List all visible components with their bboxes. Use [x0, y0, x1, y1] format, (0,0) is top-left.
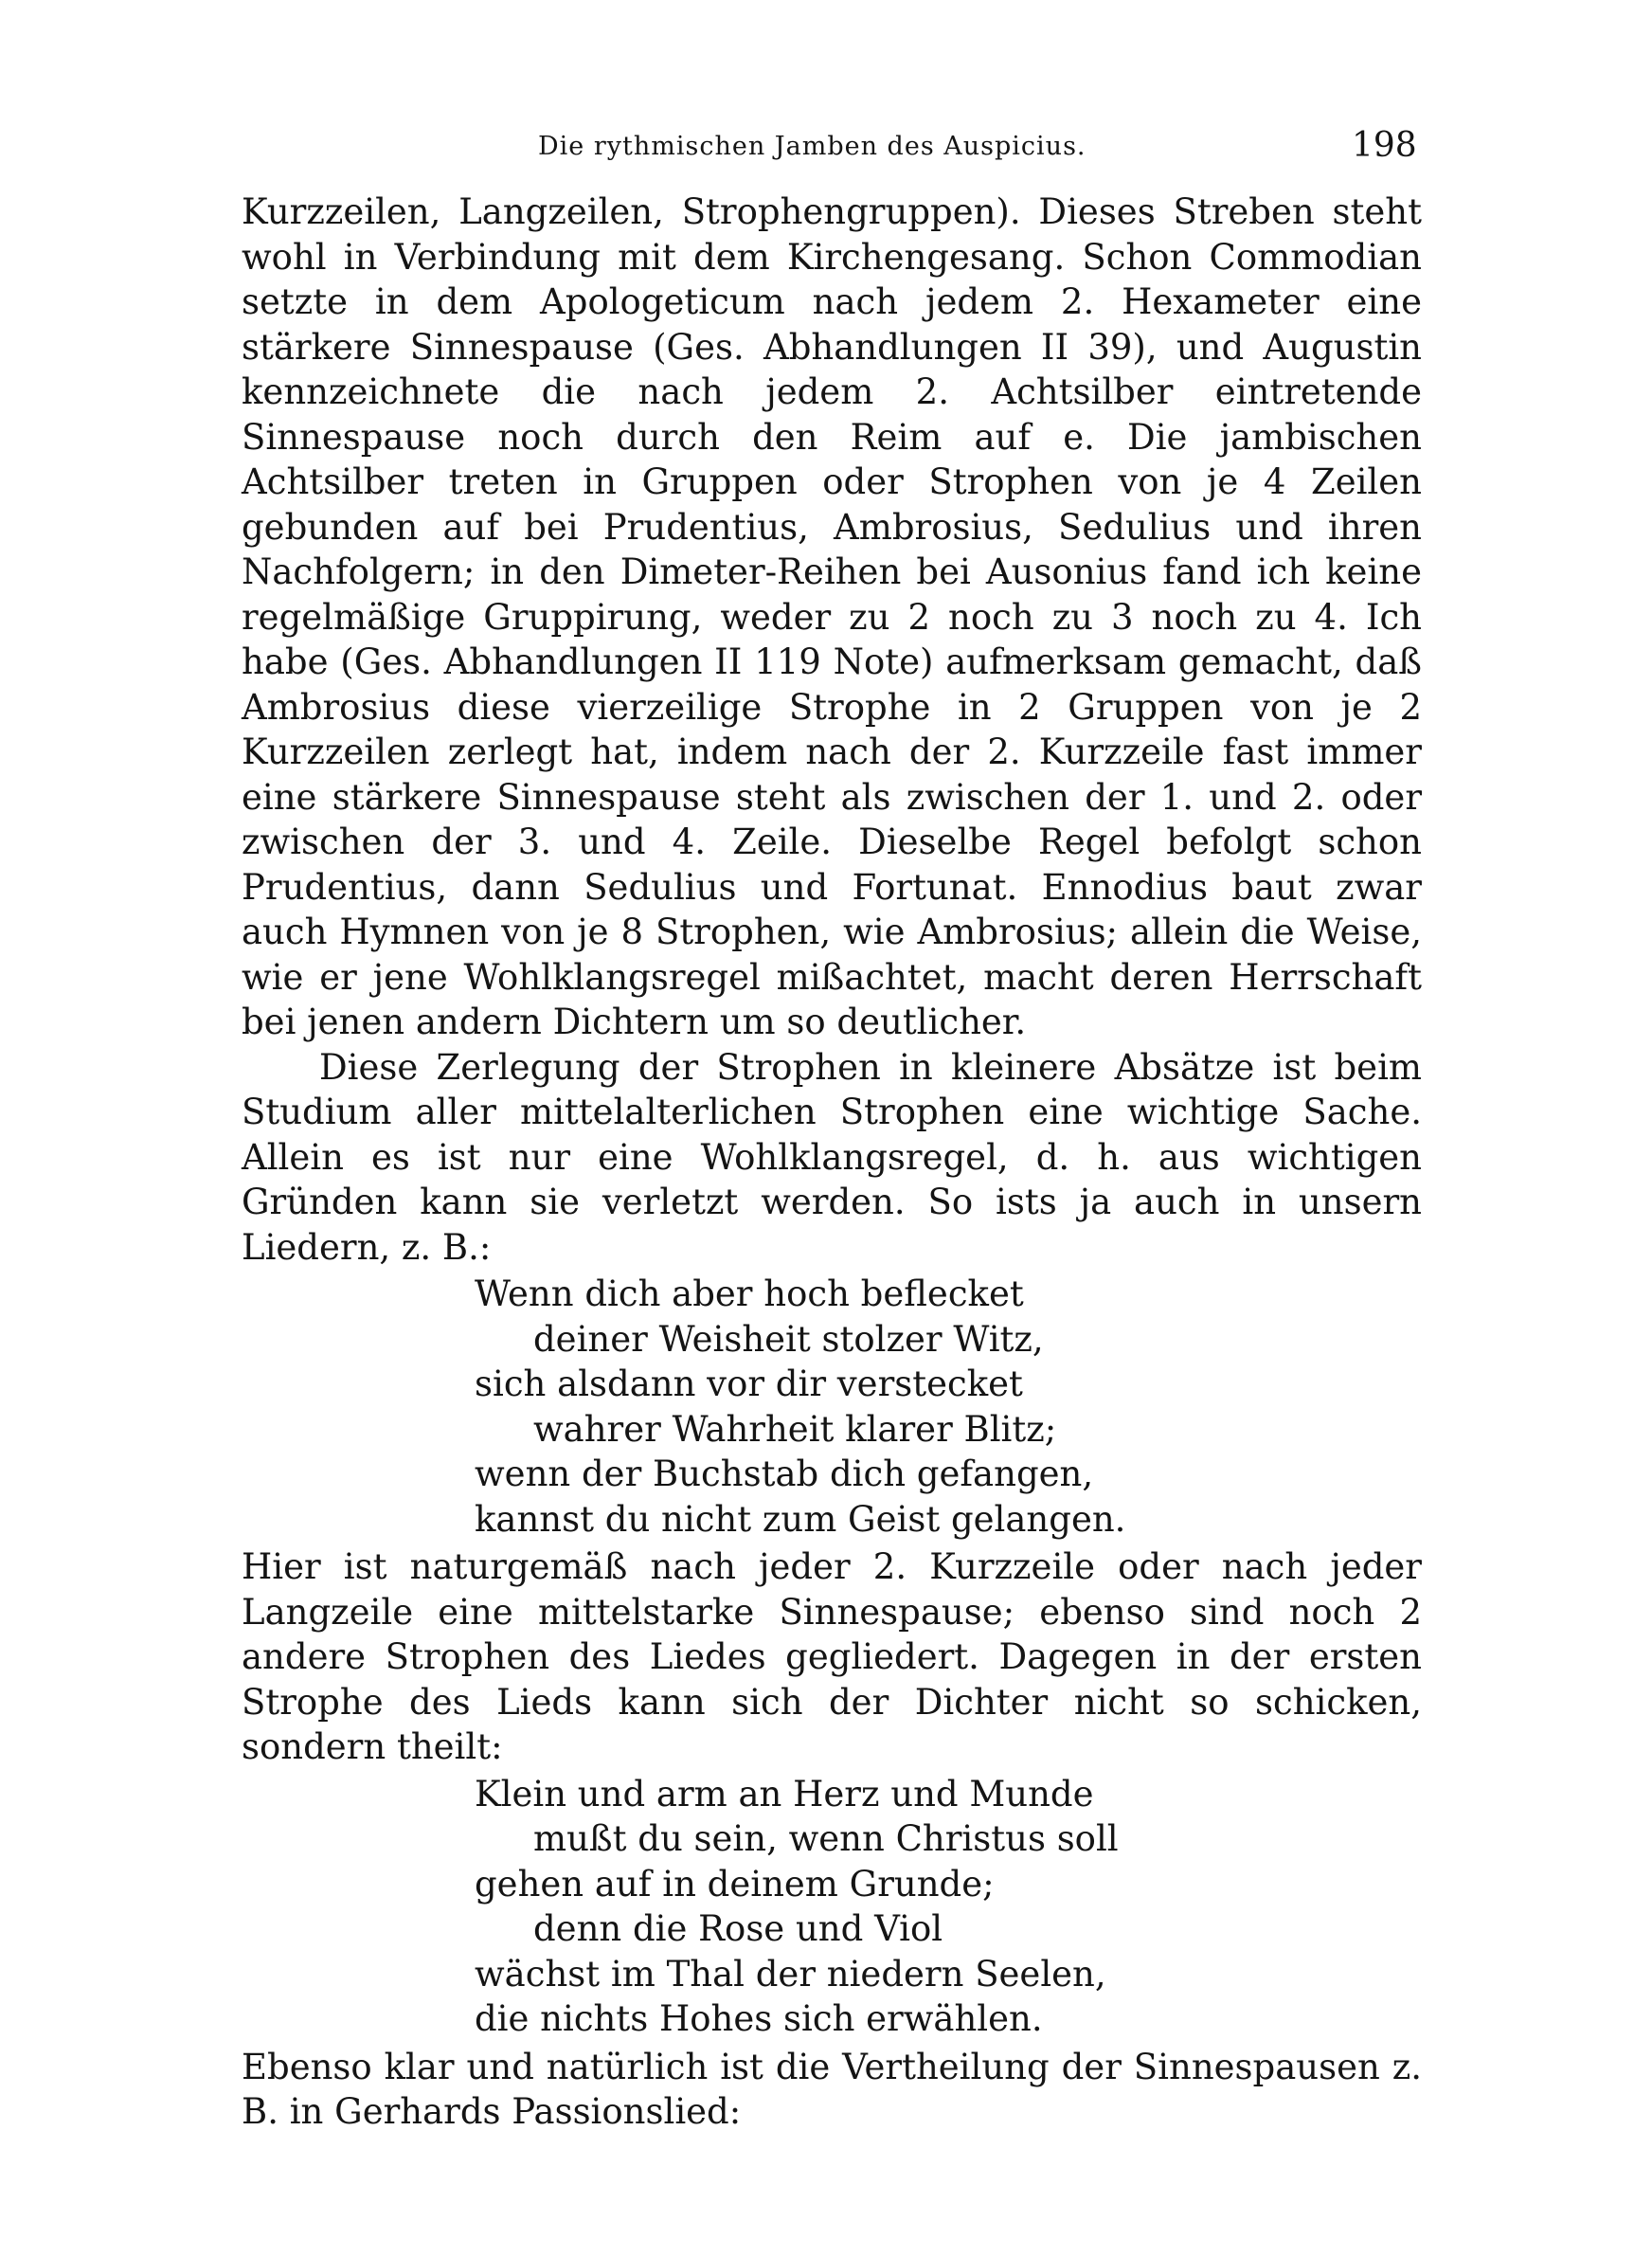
paragraph: Diese Zerlegung der Strophen in kleinere Absätze ist beim Studium aller mittelalterlichen Strophen eine wichtige Sache. Allein es ist nur eine Wohlklangsregel, d. h. aus wichtigen Gründen kann sie verletzt werden. So ists ja auch in unsern Liedern, z. B.:: [242, 1046, 1422, 1268]
verse-line: mußt du sein, wenn Christus soll: [533, 1818, 1119, 1859]
paragraph: Kurzzeilen, Langzeilen, Strophengruppen). Dieses Streben steht wohl in Verbindung mit dem Kirchengesang. Schon Commodian setzte in dem Apologeticum nach jedem 2. Hexameter eine stärkere Sinnespause (Ges. Abhandlungen II 39), und Augustin kennzeichnete die nach jedem 2. Achtsilber eintretende Sinnespause noch durch den Reim auf e. Die jambischen Achtsilber treten in Gruppen oder Strophen von je 4 Zeilen gebunden auf bei Prudentius, Ambrosius, Sedulius und ihren Nachfolgern; in den Dimeter-Reihen bei Ausonius fand ich keine regelmäßige Gruppirung, weder zu 2 noch zu 3 noch zu 4. Ich habe (Ges. Abhandlungen II 119 Note) aufmerksam gemacht, daß Ambrosius diese vierzeilige Strophe in 2 Gruppen von je 2 Kurzzeilen zerlegt hat, indem nach der 2. Kurzzeile fast immer eine stärkere Sinnespause steht als zwischen der 1. und 2. oder zwischen der 3. und 4. Zeile. Dieselbe Regel befolgt schon Prudentius, dann Sedulius und Fortunat. Ennodius baut zwar auch Hymnen von je 8 Strophen, wie Ambrosius; allein die Weise, wie er jene Wohlklangsregel mißachtet, macht deren Herrschaft bei jenen andern Dichtern um so deutlicher.: [242, 191, 1422, 1042]
verse-line: wahrer Wahrheit klarer Blitz;: [533, 1408, 1057, 1450]
verse-line: sich alsdann vor dir verstecket: [475, 1363, 1023, 1404]
verse-line: denn die Rose und Viol: [533, 1908, 943, 1949]
running-title: Die rythmischen Jamben des Auspicius.: [538, 132, 1086, 161]
page-header: [0, 123, 1652, 171]
verse-line: die nichts Hohes sich erwählen.: [475, 1998, 1043, 2039]
verse-line: deiner Weisheit stolzer Witz,: [533, 1318, 1044, 1360]
paragraph: Hier ist naturgemäß nach jeder 2. Kurzzeile oder nach jeder Langzeile eine mittelstarke Sinnespause; ebenso sind noch 2 andere Strophen des Liedes gegliedert. Dagegen in der ersten Strophe des Lieds kann sich der Dichter nicht so schicken, sondern theilt:: [242, 1546, 1422, 1767]
verse-line: wächst im Thal der niedern Seelen,: [475, 1953, 1106, 1995]
verse-quotation: [242, 1272, 1422, 1542]
verse-quotation: [242, 1772, 1422, 2042]
verse-line: Wenn dich aber hoch beflecket: [475, 1273, 1024, 1314]
verse-line: kannst du nicht zum Geist gelangen.: [475, 1498, 1126, 1540]
body-text: [242, 190, 1422, 2135]
verse-line: Klein und arm an Herz und Munde: [475, 1773, 1094, 1815]
page-number: 198: [1352, 126, 1417, 165]
verse-line: wenn der Buchstab dich gefangen,: [475, 1454, 1094, 1494]
verse-line: gehen auf in deinem Grunde;: [475, 1863, 995, 1905]
paragraph: Ebenso klar und natürlich ist die Vertheilung der Sinnespausen z. B. in Gerhards Passionslied:: [242, 2046, 1422, 2132]
